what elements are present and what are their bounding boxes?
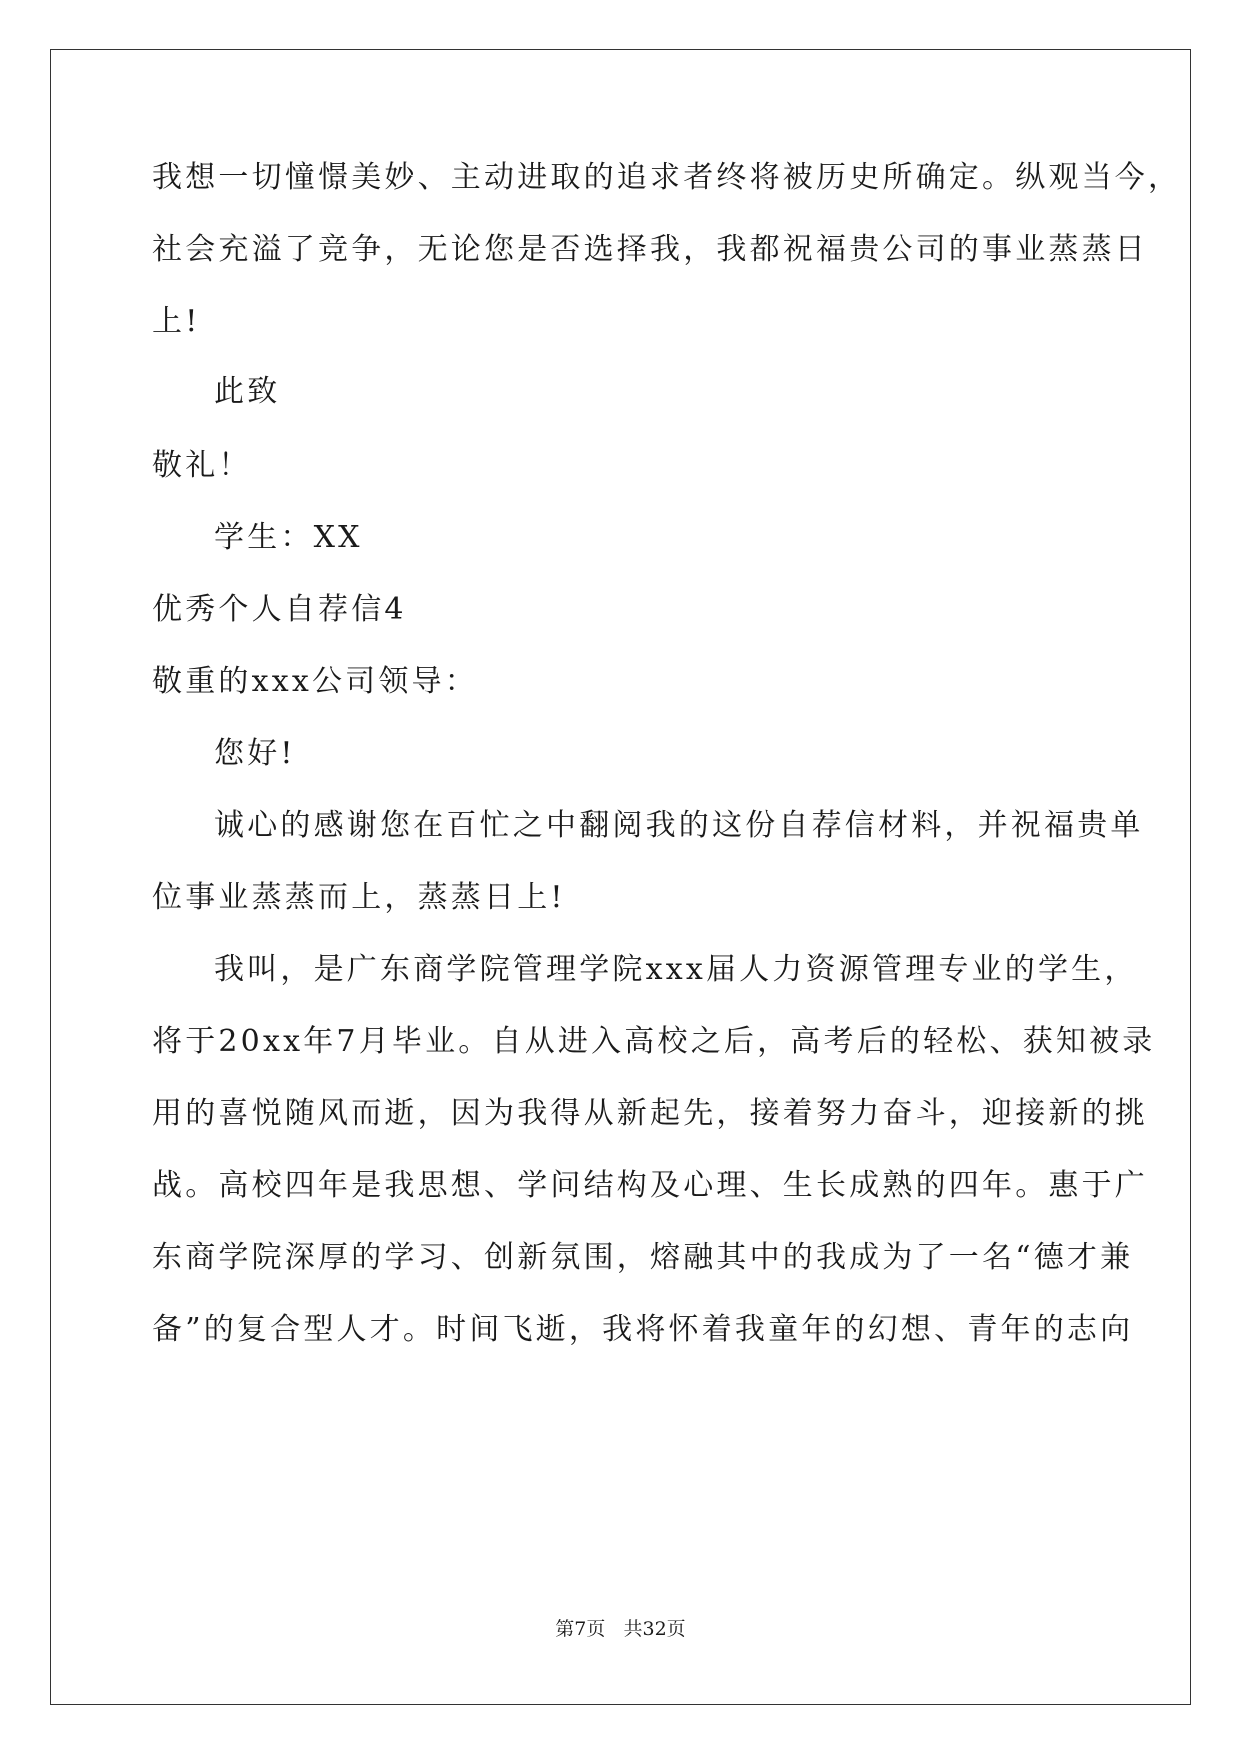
- text-line: 用的喜悦随风而逝，因为我得从新起先，接着努力奋斗，迎接新的挑: [152, 1096, 1148, 1131]
- signature-line: 学生：XX: [214, 520, 363, 555]
- text-line: 东商学院深厚的学习、创新氛围，熔融其中的我成为了一名“德才兼: [152, 1240, 1134, 1275]
- text-line: 我叫，是广东商学院管理学院xxx届人力资源管理专业的学生，: [214, 952, 1138, 987]
- text-line: 我想一切憧憬美妙、主动进取的追求者终将被历史所确定。纵观当今，: [152, 160, 1182, 195]
- section-heading: 优秀个人自荐信4: [152, 592, 407, 627]
- closing-phrase: 此致: [214, 374, 281, 409]
- text-line: 备”的复合型人才。时间飞逝，我将怀着我童年的幻想、青年的志向: [152, 1312, 1134, 1347]
- text-line: 您好!: [214, 736, 296, 771]
- page-number-footer: 第7页 共32页: [555, 1618, 686, 1640]
- text-line: 上!: [152, 304, 201, 339]
- text-line: 社会充溢了竞争，无论您是否选择我，我都祝福贵公司的事业蒸蒸日: [152, 232, 1148, 267]
- letter-greeting: 敬重的xxx公司领导：: [152, 664, 478, 699]
- text-line: 位事业蒸蒸而上，蒸蒸日上!: [152, 880, 566, 915]
- page-border: [50, 49, 1191, 1705]
- salutation-closing: 敬礼！: [152, 448, 252, 483]
- text-line: 将于20xx年7月毕业。自从进入高校之后，高考后的轻松、获知被录: [152, 1024, 1156, 1059]
- text-line: 战。高校四年是我思想、学问结构及心理、生长成熟的四年。惠于广: [152, 1168, 1148, 1203]
- text-line: 诚心的感谢您在百忙之中翻阅我的这份自荐信材料，并祝福贵单: [214, 808, 1144, 843]
